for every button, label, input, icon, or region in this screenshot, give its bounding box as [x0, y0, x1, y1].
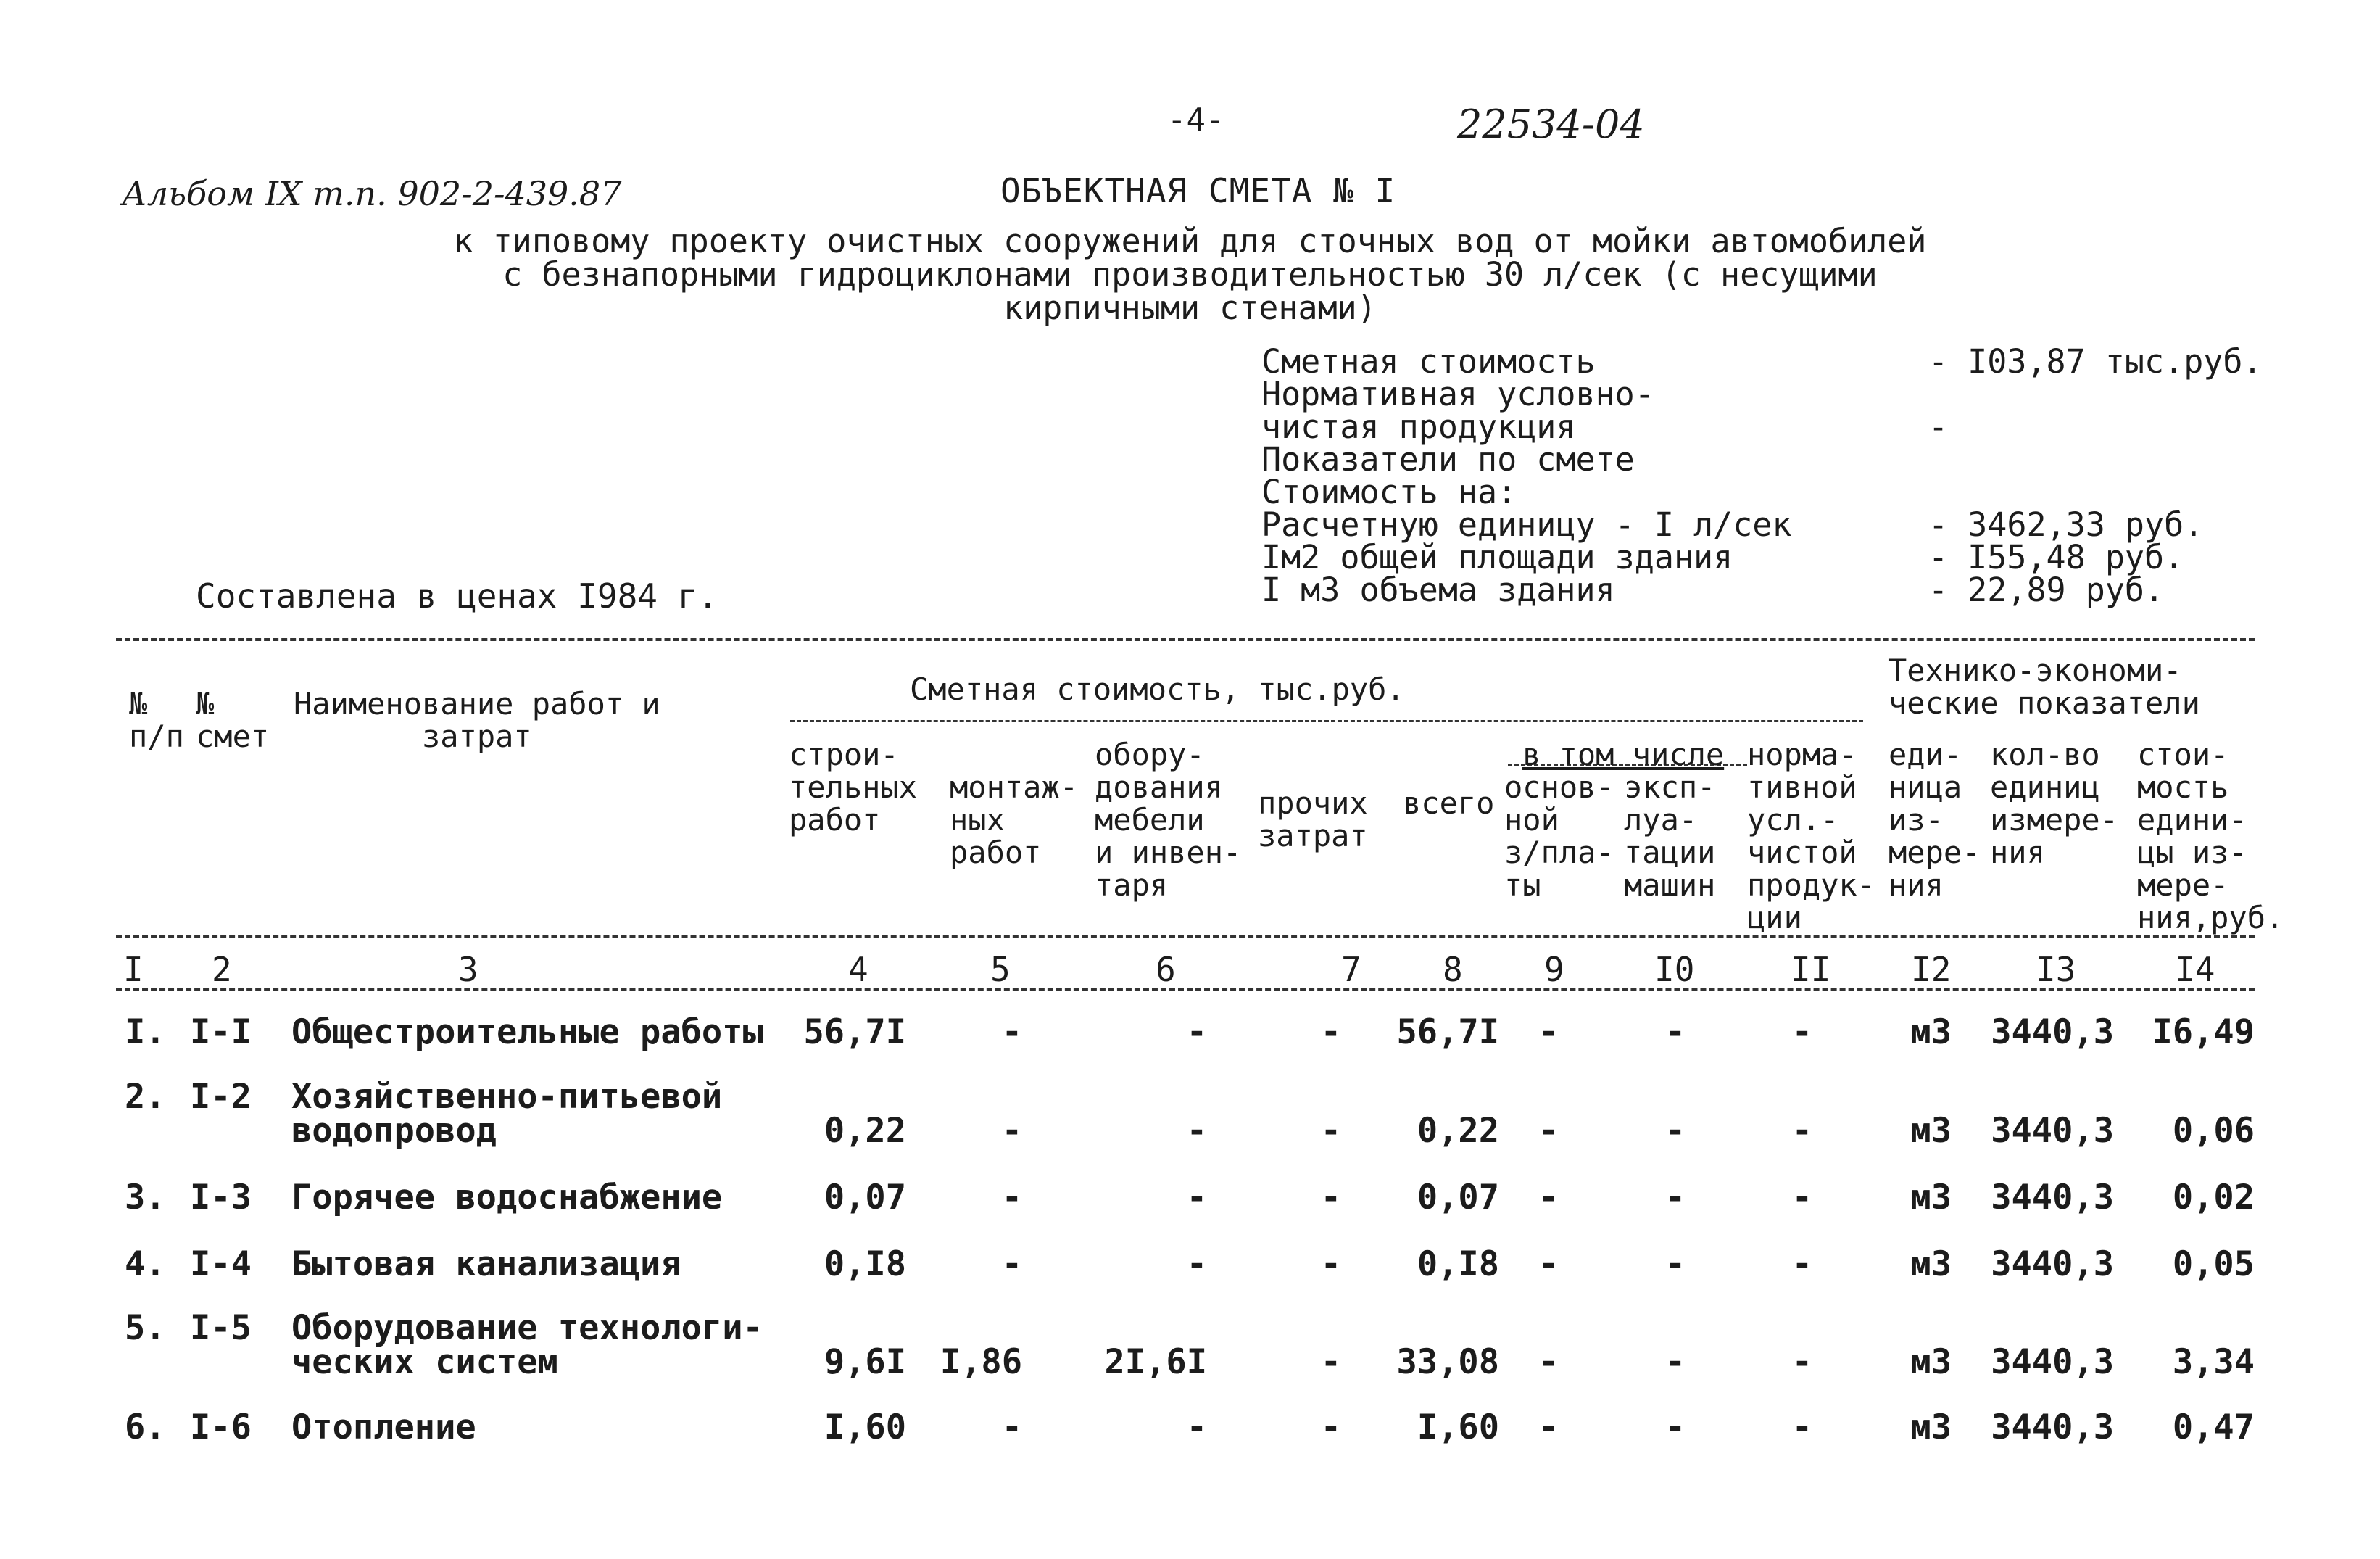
cell-row-number: 4. — [125, 1244, 166, 1284]
cell-value: - — [1186, 1111, 1207, 1151]
cell-value: - — [1538, 1178, 1559, 1217]
cell-row-number: 6. — [125, 1407, 166, 1447]
cell-value: - — [1664, 1012, 1686, 1052]
summary-value: - 22,89 руб. — [1928, 571, 2165, 609]
cell-value: - — [1320, 1342, 1341, 1382]
cell-value: 3440,3 — [1991, 1244, 2114, 1284]
cell-work-name: Общестроительные работы — [291, 1012, 763, 1052]
cell-value: - — [1186, 1178, 1207, 1217]
cell-estimate-number: I-4 — [190, 1244, 252, 1284]
document-code: 22534-04 — [1457, 102, 1645, 147]
cell-estimate-number: I-3 — [190, 1178, 252, 1217]
cell-value: 0,05 — [2172, 1244, 2255, 1284]
cell-value: I,60 — [824, 1407, 906, 1447]
header-basic-pay: основ- ной з/пла- ты — [1504, 769, 1614, 903]
cost-group-rule — [790, 720, 1863, 722]
column-number: 6 — [1156, 950, 1176, 989]
cell-value: - — [1791, 1111, 1812, 1151]
summary-label: Стоимость на: — [1261, 473, 1517, 511]
column-number: 2 — [212, 950, 232, 989]
summary-label: Показатели по смете — [1261, 440, 1635, 479]
cell-value: - — [1186, 1244, 1207, 1284]
header-other: прочих затрат — [1258, 785, 1368, 853]
header-estimate-number: № смет — [196, 686, 270, 754]
cell-value: - — [1538, 1407, 1559, 1447]
cell-value: м3 — [1910, 1111, 1952, 1151]
page-number: -4- — [1167, 102, 1225, 138]
cell-value: - — [1320, 1244, 1341, 1284]
document-title: ОБЪЕКТНАЯ СМЕТА № I — [1000, 171, 1396, 210]
summary-label: Сметная стоимость — [1261, 342, 1596, 381]
header-work-name: Наименование работ и затрат — [294, 686, 660, 754]
cell-row-number: 5. — [125, 1308, 166, 1348]
header-unit: еди- ница из- мере- ния — [1888, 737, 1981, 903]
cell-value: - — [1538, 1012, 1559, 1052]
summary-value: - I55,48 руб. — [1928, 538, 2184, 576]
summary-label: I м3 объема здания — [1261, 571, 1615, 609]
header-tech-group: Технико-экономи- ческие показатели — [1888, 653, 2200, 721]
summary-value: - — [1928, 408, 1949, 446]
summary-value: - I03,87 тыс.руб. — [1928, 342, 2263, 381]
column-number: I3 — [2036, 950, 2076, 989]
cell-work-name: Горячее водоснабжение — [291, 1178, 723, 1217]
cell-value: I,86 — [940, 1342, 1022, 1382]
cell-value: 2I,6I — [1104, 1342, 1207, 1382]
cell-value: 0,06 — [2172, 1111, 2255, 1151]
cell-value: 0,02 — [2172, 1178, 2255, 1217]
album-reference: Альбом IX т.п. 902-2-439.87 — [122, 174, 622, 213]
cell-value: - — [1001, 1012, 1022, 1052]
cell-value: 3,34 — [2172, 1342, 2255, 1382]
cell-value: 0,07 — [1417, 1178, 1499, 1217]
summary-label: Расчетную единицу - I л/сек — [1261, 505, 1792, 544]
cell-row-number: 2. — [125, 1077, 166, 1117]
column-number: II — [1791, 950, 1831, 989]
cell-value: м3 — [1910, 1407, 1952, 1447]
cell-value: - — [1320, 1407, 1341, 1447]
cell-value: 0,22 — [824, 1111, 906, 1151]
column-number: 7 — [1341, 950, 1361, 989]
cell-value: 9,6I — [824, 1342, 906, 1382]
summary-label: Iм2 общей площади здания — [1261, 538, 1733, 576]
column-number: 8 — [1443, 950, 1463, 989]
header-total: всего — [1403, 785, 1495, 821]
column-number: 3 — [458, 950, 478, 989]
column-number: 4 — [848, 950, 868, 989]
header-construction: строи- тельных работ — [789, 737, 918, 838]
cell-estimate-number: I-6 — [190, 1407, 252, 1447]
subtitle-line-3: кирпичными стенами) — [1003, 289, 1377, 327]
cell-value: - — [1664, 1244, 1686, 1284]
cell-value: - — [1001, 1111, 1022, 1151]
table-top-rule — [116, 638, 2255, 641]
cell-value: - — [1001, 1407, 1022, 1447]
column-number: I — [123, 950, 144, 989]
cell-value: - — [1001, 1244, 1022, 1284]
header-cost-group: Сметная стоимость, тыс.руб. — [910, 671, 1405, 707]
column-number: 9 — [1544, 950, 1564, 989]
cell-work-name: Бытовая канализация — [291, 1244, 681, 1284]
cell-value: 0,22 — [1417, 1111, 1499, 1151]
cell-work-name: водопровод — [291, 1111, 497, 1151]
cell-value: 3440,3 — [1991, 1178, 2114, 1217]
cell-value: 3440,3 — [1991, 1342, 2114, 1382]
column-number: I4 — [2175, 950, 2215, 989]
column-number: 5 — [990, 950, 1011, 989]
cell-work-name: Оборудование технологи- — [291, 1308, 763, 1348]
cell-value: - — [1664, 1342, 1686, 1382]
cell-value: м3 — [1910, 1342, 1952, 1382]
cell-value: 0,47 — [2172, 1407, 2255, 1447]
cell-estimate-number: I-I — [190, 1012, 252, 1052]
cell-value: 3440,3 — [1991, 1012, 2114, 1052]
header-bottom-rule — [116, 935, 2255, 938]
summary-label: Нормативная условно- — [1261, 375, 1654, 413]
cell-row-number: 3. — [125, 1178, 166, 1217]
cell-value: - — [1001, 1178, 1022, 1217]
summary-value: - 3462,33 руб. — [1928, 505, 2204, 544]
cell-value: м3 — [1910, 1012, 1952, 1052]
cell-value: - — [1538, 1111, 1559, 1151]
header-normative-product: норма- тивной усл.- чистой продук- ции — [1747, 737, 1876, 935]
cell-value: 3440,3 — [1991, 1407, 2114, 1447]
cell-work-name: Отопление — [291, 1407, 476, 1447]
cell-value: - — [1186, 1407, 1207, 1447]
cell-value: 56,7I — [803, 1012, 906, 1052]
cell-value: 0,I8 — [824, 1244, 906, 1284]
compiled-prices-note: Составлена в ценах I984 г. — [196, 576, 718, 616]
column-number: I0 — [1654, 950, 1695, 989]
header-installation: монтаж- ных работ — [950, 769, 1079, 870]
header-row-number: № п/п — [129, 686, 184, 754]
cell-work-name: Хозяйственно-питьевой — [291, 1077, 723, 1117]
cell-value: - — [1538, 1342, 1559, 1382]
cell-value: 3440,3 — [1991, 1111, 2114, 1151]
cell-estimate-number: I-5 — [190, 1308, 252, 1348]
cell-value: - — [1791, 1178, 1812, 1217]
cell-value: м3 — [1910, 1244, 1952, 1284]
cell-value: - — [1320, 1111, 1341, 1151]
header-unit-cost: стои- мость едини- цы из- мере- ния,руб. — [2137, 737, 2284, 935]
header-equipment: обору- дования мебели и инвен- таря — [1095, 737, 1242, 903]
cell-value: - — [1791, 1407, 1812, 1447]
cell-value: - — [1791, 1342, 1812, 1382]
cell-value: - — [1538, 1244, 1559, 1284]
header-machine-operation: эксп- луа- тации машин — [1624, 769, 1716, 903]
cell-value: 0,07 — [824, 1178, 906, 1217]
cell-estimate-number: I-2 — [190, 1077, 252, 1117]
cell-value: - — [1791, 1244, 1812, 1284]
cell-row-number: I. — [125, 1012, 166, 1052]
cell-value: - — [1186, 1012, 1207, 1052]
subtitle-line-1: к типовому проекту очистных сооружений для сточных вод от мойки автомобилей — [453, 222, 1927, 260]
header-including-group: в том числе — [1522, 737, 1725, 772]
column-number: I2 — [1911, 950, 1952, 989]
cell-value: - — [1664, 1111, 1686, 1151]
cell-work-name: ческих систем — [291, 1342, 558, 1382]
cell-value: 0,I8 — [1417, 1244, 1499, 1284]
cell-value: 56,7I — [1396, 1012, 1499, 1052]
cell-value: 33,08 — [1396, 1342, 1499, 1382]
cell-value: - — [1791, 1012, 1812, 1052]
summary-label: чистая продукция — [1261, 408, 1576, 446]
cell-value: I,60 — [1417, 1407, 1499, 1447]
cell-value: - — [1320, 1012, 1341, 1052]
cell-value: - — [1664, 1178, 1686, 1217]
cell-value: м3 — [1910, 1178, 1952, 1217]
subtitle-line-2: с безнапорными гидроциклонами производительностью 30 л/сек (с несущими — [502, 255, 1878, 294]
header-quantity: кол-во единиц измере- ния — [1990, 737, 2119, 870]
cell-value: I6,49 — [2152, 1012, 2255, 1052]
cell-value: - — [1320, 1178, 1341, 1217]
cell-value: - — [1664, 1407, 1686, 1447]
